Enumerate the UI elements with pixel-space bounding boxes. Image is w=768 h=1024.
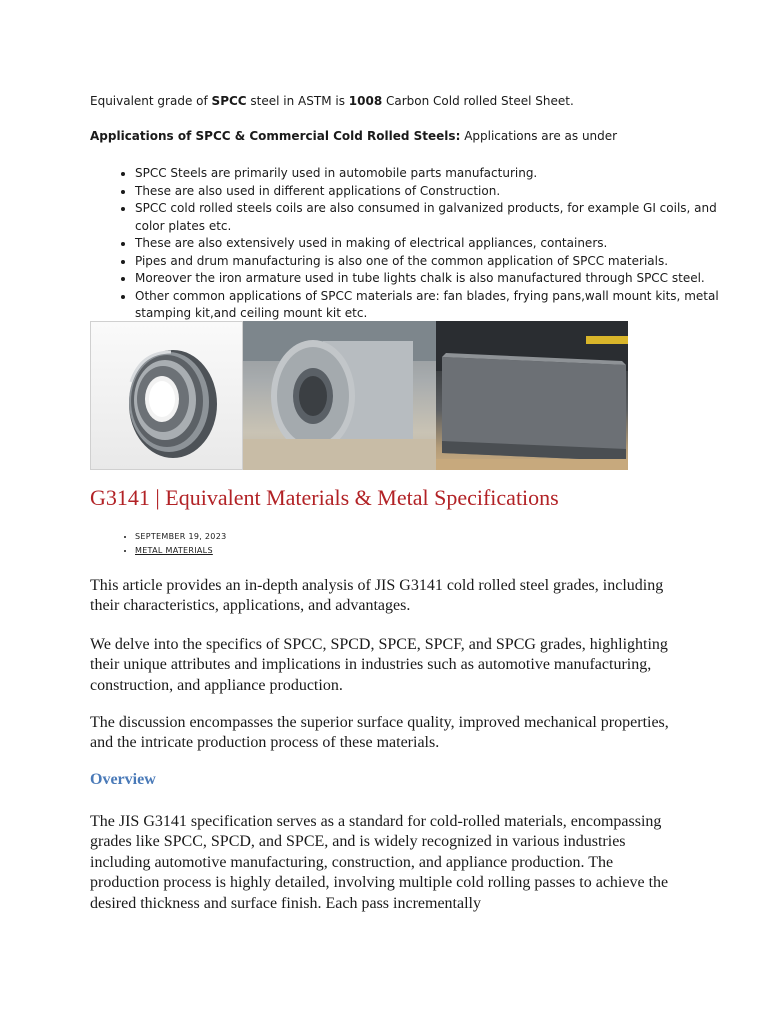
steel-coil-image bbox=[243, 321, 436, 470]
overview-heading: Overview bbox=[90, 771, 156, 788]
applications-heading: Applications of SPCC & Commercial Cold Rolled Steels: bbox=[90, 129, 461, 143]
steel-sheet-stack-image bbox=[436, 321, 628, 470]
article-title: G3141 | Equivalent Materials & Metal Specifications bbox=[90, 485, 559, 510]
applications-heading-suffix: Applications are as under bbox=[460, 129, 618, 143]
intro-text-3: Carbon Cold rolled Steel Sheet. bbox=[382, 94, 574, 108]
applications-paragraph bbox=[90, 129, 617, 143]
article-date: • SEPTEMBER 19, 2023 bbox=[135, 530, 226, 544]
intro-grade-spcc: SPCC bbox=[211, 94, 247, 108]
article-paragraph: The discussion encompasses the superior surface quality, improved mechanical properties, and the intricate production process of these materials. bbox=[90, 714, 669, 752]
list-item: • These are also extensively used in making of electrical appliances, containers. bbox=[135, 235, 735, 253]
intro-paragraph bbox=[90, 94, 574, 108]
list-item: • SPCC Steels are primarily used in automobile parts manufacturing. bbox=[135, 165, 735, 183]
article-paragraph: We delve into the specifics of SPCC, SPCD, SPCE, SPCF, and SPCG grades, highlighting their unique attributes and implications in industries such as automotive manufacturing, construction, and appliance production. bbox=[90, 636, 668, 694]
intro-text-1: Equivalent grade of bbox=[90, 94, 212, 108]
overview-paragraph: The JIS G3141 specification serves as a standard for cold-rolled materials, encompassing grades like SPCC, SPCD, and SPCE, and is widely recognized in various industries including automotive manufacturing, construction, and appliance production. The production process is highly detailed, involving multiple cold rolling passes to achieve the desired thickness and surface finish. Each pass incrementally bbox=[90, 813, 669, 912]
list-item: • Pipes and drum manufacturing is also one of the common application of SPCC materials. bbox=[135, 253, 735, 271]
list-item: • Moreover the iron armature used in tube lights chalk is also manufactured through SPCC steel. bbox=[135, 270, 735, 288]
steel-strip-coil-image bbox=[90, 321, 243, 470]
article-paragraph: This article provides an in-depth analysis of JIS G3141 cold rolled steel grades, including their characteristics, applications, and advantages. bbox=[90, 577, 664, 615]
intro-text-2: steel in ASTM is bbox=[246, 94, 349, 108]
product-images bbox=[90, 321, 628, 470]
intro-grade-1008: 1008 bbox=[348, 94, 383, 108]
article-meta bbox=[90, 530, 226, 558]
list-item: • These are also used in different applications of Construction. bbox=[135, 183, 735, 201]
applications-list bbox=[90, 165, 735, 323]
list-item: • SPCC cold rolled steels coils are also consumed in galvanized products, for example GI coils, and color plates etc. bbox=[135, 200, 735, 235]
category-label[interactable]: METAL MATERIALS bbox=[135, 546, 213, 555]
article-category-link[interactable] bbox=[135, 544, 226, 558]
list-item: • Other common applications of SPCC materials are: fan blades, frying pans,wall mount kits, metal stamping kit,and ceiling mount kit etc. bbox=[135, 288, 735, 323]
